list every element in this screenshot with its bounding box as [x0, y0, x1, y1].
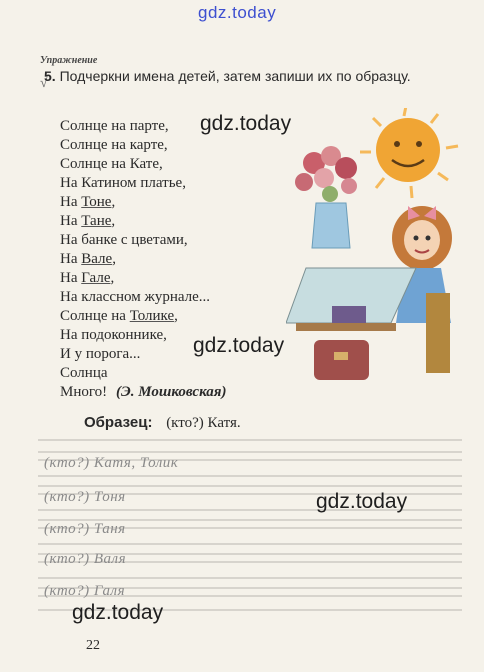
handwritten-line: (кто?) Валя — [44, 551, 127, 567]
poem-line: На банке с цветами, — [60, 232, 188, 248]
poem-line: Солнце на Кате, — [60, 156, 163, 172]
flower-vase-icon — [295, 146, 357, 248]
watermark-lines: gdz.today — [316, 490, 408, 513]
handwritten-line: (кто?) Галя — [44, 583, 126, 599]
poem-line: Солнце на Толике, — [60, 308, 178, 324]
task-text: Подчеркни имена детей, затем запиши их по образцу. — [59, 68, 411, 84]
task-instruction — [44, 67, 474, 86]
poem-line: И у порога... — [60, 346, 141, 362]
sun-icon — [360, 108, 458, 198]
illustration-girl-at-desk — [286, 108, 466, 408]
poem-line: Много! — [60, 384, 108, 400]
poem-line: Солнца — [60, 365, 108, 381]
handwritten-line: (кто?) Катя, Толик — [44, 455, 179, 471]
poem-line: На Гале, — [60, 270, 115, 286]
name-underlined: Тане — [81, 213, 112, 229]
task-number: 5. — [44, 68, 56, 84]
poem-line: Солнце на карте, — [60, 137, 168, 153]
poem-line: Солнце на парте, — [60, 118, 169, 134]
sample — [84, 414, 241, 432]
name-underlined: Тоне — [81, 194, 112, 210]
poem — [60, 117, 210, 402]
watermark-bottom: gdz.today — [72, 601, 164, 624]
poem-line: На классном журнале... — [60, 289, 211, 305]
name-underlined: Вале — [81, 251, 113, 267]
name-underlined: Гале — [81, 270, 111, 286]
poem-line: На Вале, — [60, 251, 116, 267]
section-label: Упражнение — [40, 55, 98, 66]
watermark-top: gdz.today — [198, 3, 277, 22]
poem-line: На подоконнике, — [60, 327, 167, 343]
page-number: 22 — [86, 638, 100, 653]
poem-line: На Катином платье, — [60, 175, 186, 191]
poem-line: На Тоне, — [60, 194, 116, 210]
handwritten-line: (кто?) Тоня — [44, 489, 126, 505]
watermark-poem-top: gdz.today — [200, 112, 292, 135]
sample-text: (кто?) Катя. — [166, 415, 241, 431]
schoolbag-icon — [314, 340, 369, 380]
sample-label: Образец: — [84, 414, 153, 431]
watermark-poem-mid: gdz.today — [193, 334, 285, 357]
name-underlined: Толике — [129, 308, 175, 324]
checkmark-icon: √ — [40, 76, 48, 91]
handwritten-line: (кто?) Таня — [44, 521, 126, 537]
poem-author: (Э. Мошковская) — [116, 384, 227, 400]
poem-line: На Тане, — [60, 213, 116, 229]
